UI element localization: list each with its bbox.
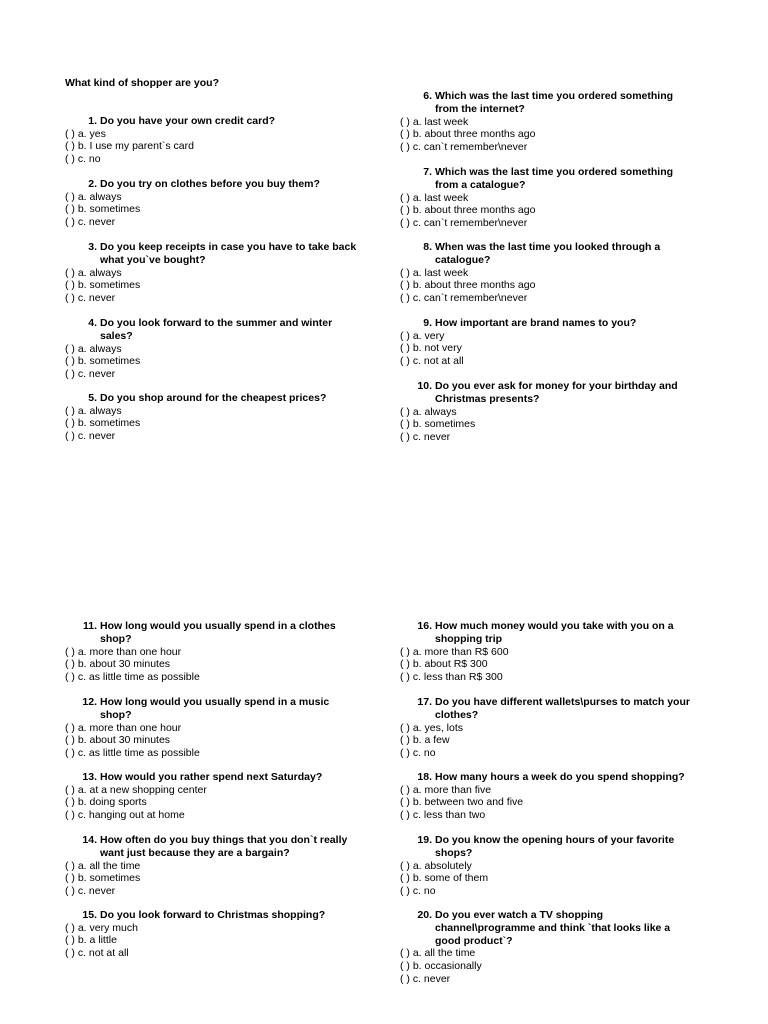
- question-8: [400, 241, 700, 304]
- answer-option[interactable]: ( ) b. sometimes: [65, 203, 141, 216]
- answer-option[interactable]: ( ) c. not at all: [65, 946, 129, 959]
- question-number: 6.: [423, 90, 432, 102]
- question-heading: [65, 317, 365, 343]
- answer-option[interactable]: ( ) c. can`t remember\never: [400, 216, 528, 229]
- question-text: Do you know the opening hours of your favorite shops?: [435, 834, 675, 859]
- answer-option[interactable]: ( ) c. less than two: [400, 808, 486, 821]
- answer-option[interactable]: ( ) b. about three months ago: [400, 128, 536, 141]
- question-17: [400, 696, 700, 759]
- question-7: [400, 166, 700, 229]
- answer-option[interactable]: ( ) a. always: [65, 404, 122, 417]
- answer-option[interactable]: ( ) a. very: [400, 329, 445, 342]
- answer-option[interactable]: ( ) a. yes: [65, 127, 106, 140]
- answer-option[interactable]: ( ) c. never: [65, 884, 116, 897]
- question-text: Do you try on clothes before you buy them?: [100, 178, 320, 190]
- question-number: 8.: [423, 241, 432, 253]
- answer-option[interactable]: ( ) a. yes, lots: [400, 721, 464, 734]
- answer-option[interactable]: ( ) a. all the time: [65, 859, 141, 872]
- question-heading: [65, 620, 365, 646]
- question-number: 7.: [423, 166, 432, 178]
- question-number: 19.: [417, 834, 432, 846]
- answer-option[interactable]: ( ) c. hanging out at home: [65, 808, 185, 821]
- answer-option[interactable]: ( ) a. last week: [400, 191, 469, 204]
- question-text: How would you rather spend next Saturday?: [100, 771, 323, 783]
- question-heading: [400, 620, 700, 646]
- question-text: Do you have your own credit card?: [100, 115, 276, 127]
- answer-option[interactable]: ( ) b. about 30 minutes: [65, 658, 171, 671]
- question-number: 2.: [88, 178, 97, 190]
- question-19: [400, 834, 700, 897]
- answer-option[interactable]: ( ) a. always: [400, 405, 457, 418]
- answer-option[interactable]: ( ) b. sometimes: [65, 872, 141, 885]
- question-text: Do you look forward to Christmas shopping?: [100, 909, 326, 921]
- question-16: [400, 620, 700, 683]
- question-text: Do you shop around for the cheapest prices?: [100, 392, 327, 404]
- question-heading: [65, 115, 365, 128]
- question-15: [65, 909, 365, 960]
- answer-option[interactable]: ( ) a. always: [65, 342, 122, 355]
- question-20: [400, 909, 700, 985]
- question-heading: [400, 909, 700, 947]
- answer-option[interactable]: ( ) c. never: [65, 429, 116, 442]
- question-text: Do you look forward to the summer and winter sales?: [100, 317, 333, 342]
- answer-option[interactable]: ( ) c. never: [400, 430, 451, 443]
- answer-option[interactable]: ( ) b. about three months ago: [400, 204, 536, 217]
- question-text: Which was the last time you ordered something from the internet?: [435, 90, 674, 115]
- answer-option[interactable]: ( ) a. absolutely: [400, 859, 472, 872]
- question-number: 17.: [417, 696, 432, 708]
- question-number: 13.: [82, 771, 97, 783]
- answer-option[interactable]: ( ) a. all the time: [400, 947, 476, 960]
- question-10: [400, 380, 700, 443]
- answer-option[interactable]: ( ) a. last week: [400, 115, 469, 128]
- question-heading: [400, 771, 700, 784]
- question-heading: [400, 696, 700, 722]
- page-title: What kind of shopper are you?: [65, 77, 220, 89]
- question-text: Do you keep receipts in case you have to take back what you`ve bought?: [100, 241, 357, 266]
- question-heading: [400, 241, 700, 267]
- question-5: [65, 392, 365, 443]
- answer-option[interactable]: ( ) b. occasionally: [400, 959, 482, 972]
- answer-option[interactable]: ( ) c. can`t remember\never: [400, 140, 528, 153]
- question-3: [65, 241, 365, 304]
- question-18: [400, 771, 700, 822]
- question-number: 18.: [417, 771, 432, 783]
- question-number: 12.: [82, 696, 97, 708]
- answer-option[interactable]: ( ) b. sometimes: [65, 279, 141, 292]
- question-text: Which was the last time you ordered something from a catalogue?: [435, 166, 674, 191]
- question-heading: [65, 834, 365, 860]
- answer-option[interactable]: ( ) a. at a new shopping center: [65, 783, 207, 796]
- answer-option[interactable]: ( ) b. about three months ago: [400, 279, 536, 292]
- question-12: [65, 696, 365, 759]
- question-11: [65, 620, 365, 683]
- question-heading: [65, 696, 365, 722]
- answer-option[interactable]: ( ) b. not very: [400, 342, 462, 355]
- answer-option[interactable]: ( ) c. can`t remember\never: [400, 291, 528, 304]
- answer-option[interactable]: ( ) a. always: [65, 190, 122, 203]
- answer-option[interactable]: ( ) a. more than one hour: [65, 721, 182, 734]
- answer-option[interactable]: ( ) a. always: [65, 266, 122, 279]
- question-text: How long would you usually spend in a music shop?: [100, 696, 330, 721]
- question-number: 15.: [82, 909, 97, 921]
- answer-option[interactable]: ( ) b. I use my parent`s card: [65, 140, 194, 153]
- question-heading: [400, 166, 700, 192]
- question-text: Do you ever watch a TV shopping channel\programme and think `that looks like a good product`?: [435, 909, 671, 947]
- answer-option[interactable]: ( ) a. more than one hour: [65, 645, 182, 658]
- answer-option[interactable]: ( ) a. very much: [65, 921, 138, 934]
- answer-option[interactable]: ( ) b. about R$ 300: [400, 658, 488, 671]
- answer-option[interactable]: ( ) c. never: [65, 291, 116, 304]
- question-heading: [65, 909, 365, 922]
- question-text: Do you ever ask for money for your birthday and Christmas presents?: [435, 380, 678, 405]
- question-number: 10.: [417, 380, 432, 392]
- answer-option[interactable]: ( ) b. a little: [65, 934, 117, 947]
- question-number: 11.: [82, 620, 97, 632]
- question-number: 1.: [88, 115, 97, 127]
- answer-option[interactable]: ( ) b. sometimes: [65, 417, 141, 430]
- question-1: [65, 115, 365, 166]
- question-heading: [65, 392, 365, 405]
- answer-option[interactable]: ( ) c. as little time as possible: [65, 670, 200, 683]
- answer-option[interactable]: ( ) b. some of them: [400, 872, 489, 885]
- answer-option[interactable]: ( ) c. never: [65, 215, 116, 228]
- question-text: How long would you usually spend in a clothes shop?: [100, 620, 336, 645]
- answer-option[interactable]: ( ) b. about 30 minutes: [65, 734, 171, 747]
- question-text: Do you have different wallets\purses to match your clothes?: [435, 696, 690, 721]
- question-heading: [400, 90, 700, 116]
- answer-option[interactable]: ( ) c. never: [400, 972, 451, 985]
- question-heading: [400, 834, 700, 860]
- question-number: 20.: [417, 909, 432, 921]
- question-text: How many hours a week do you spend shopping?: [435, 771, 685, 783]
- question-number: 9.: [423, 317, 432, 329]
- answer-option[interactable]: ( ) b. doing sports: [65, 796, 147, 809]
- answer-option[interactable]: ( ) b. a few: [400, 734, 450, 747]
- question-14: [65, 834, 365, 897]
- question-number: 14.: [82, 834, 97, 846]
- answer-option[interactable]: ( ) c. not at all: [400, 354, 464, 367]
- question-text: When was the last time you looked through a catalogue?: [435, 241, 661, 266]
- question-9: [400, 317, 700, 368]
- answer-option[interactable]: ( ) a. more than R$ 600: [400, 645, 509, 658]
- answer-option[interactable]: ( ) a. more than five: [400, 783, 492, 796]
- question-heading: [400, 317, 700, 330]
- question-number: 5.: [88, 392, 97, 404]
- answer-option[interactable]: ( ) c. no: [400, 746, 436, 759]
- question-text: How much money would you take with you on a shopping trip: [435, 620, 674, 645]
- answer-option[interactable]: ( ) c. as little time as possible: [65, 746, 200, 759]
- question-heading: [400, 380, 700, 406]
- answer-option[interactable]: ( ) c. no: [65, 152, 101, 165]
- answer-option[interactable]: ( ) c. no: [400, 884, 436, 897]
- question-heading: [65, 771, 365, 784]
- answer-option[interactable]: ( ) c. never: [65, 367, 116, 380]
- question-13: [65, 771, 365, 822]
- answer-option[interactable]: ( ) c. less than R$ 300: [400, 670, 503, 683]
- question-heading: [65, 241, 365, 267]
- question-6: [400, 90, 700, 153]
- question-text: How often do you buy things that you don`t really want just because they are a bargain?: [100, 834, 348, 859]
- answer-option[interactable]: ( ) b. sometimes: [65, 355, 141, 368]
- answer-option[interactable]: ( ) b. between two and five: [400, 796, 524, 809]
- answer-option[interactable]: ( ) b. sometimes: [400, 418, 476, 431]
- question-4: [65, 317, 365, 380]
- question-number: 4.: [88, 317, 97, 329]
- question-2: [65, 178, 365, 229]
- question-text: How important are brand names to you?: [435, 317, 637, 329]
- answer-option[interactable]: ( ) a. last week: [400, 266, 469, 279]
- question-heading: [65, 178, 365, 191]
- question-number: 3.: [88, 241, 97, 253]
- question-number: 16.: [417, 620, 432, 632]
